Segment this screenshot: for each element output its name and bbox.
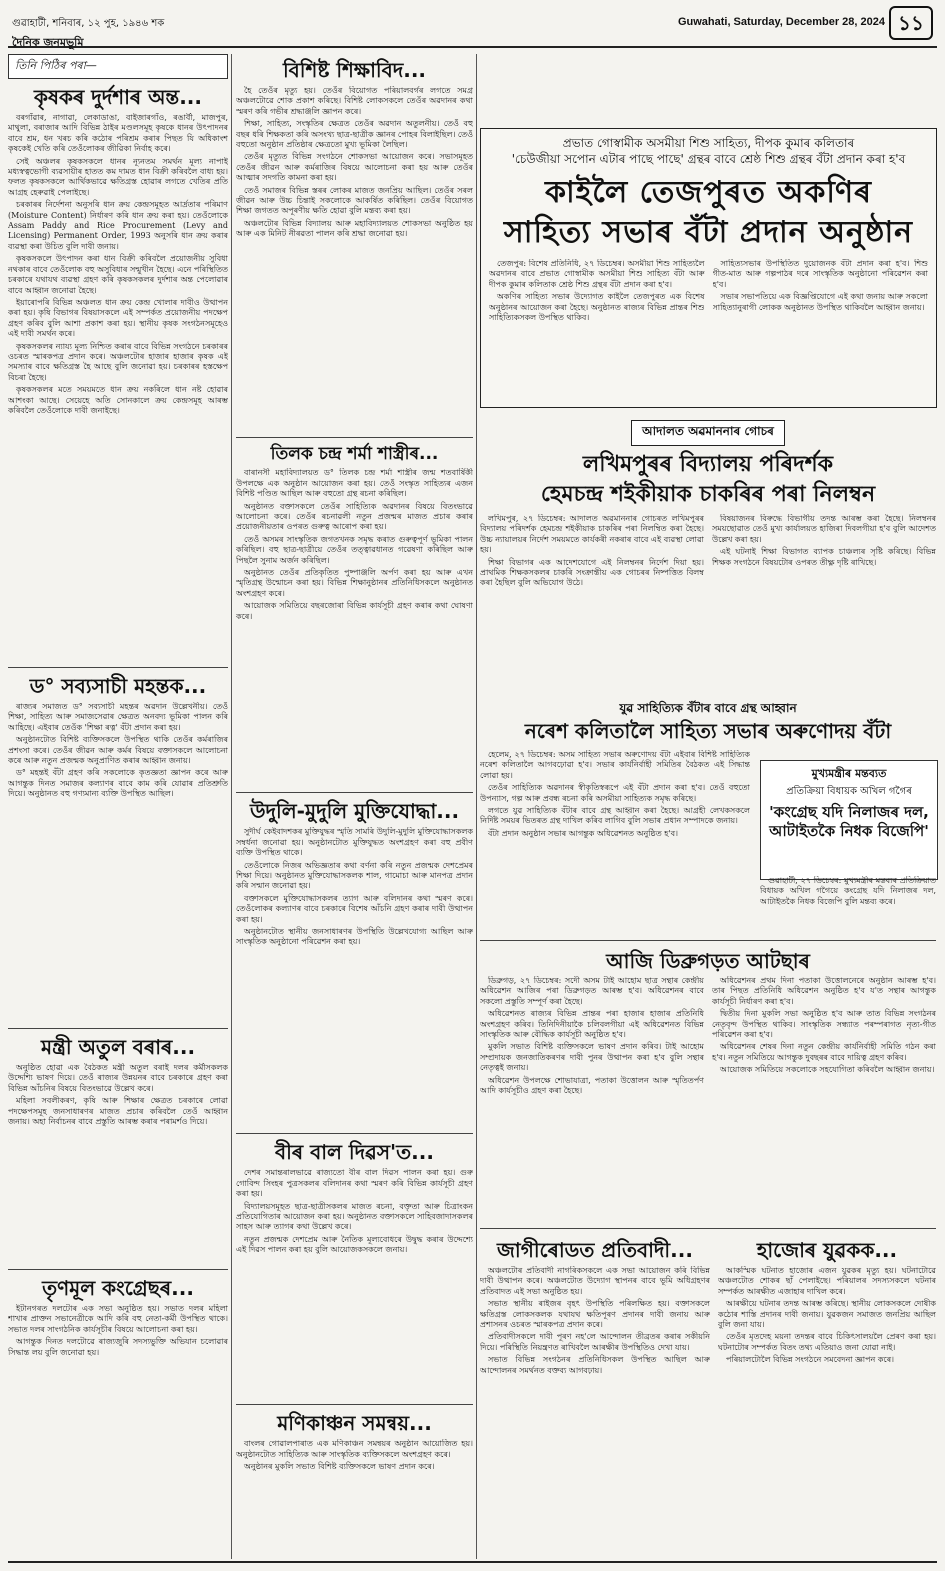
divider [8,667,228,668]
page-number: ১১ [889,6,933,40]
main-headline: কাইলৈ তেজপুৰত অকণিৰ [544,175,872,210]
story-title: তিলক চন্দ্ৰ শৰ্মা শাস্ত্ৰীৰ... [270,444,439,464]
story-body: হৈ তেওঁৰ মৃত্যু হয়। তেওঁৰ বিয়োগত পৰিয়ালবৰ্গৰ লগতে সমগ্ৰ অঞ্চলটোৱে শোক প্ৰকাশ কৰিছে। বিশিষ্ট লোকসকলে তেওঁৰ অৱদানৰ কথা স্মৰণ কৰি গভীৰ শ্ৰদ্ধাঞ্জলি জ্ঞাপন কৰে। শিক্ষা, সাহিত্য, সংস্কৃতিৰ ক্ষেত্ৰত তেওঁৰ অৱদান অতুলনীয়। তেওঁ বহু বছৰ ধৰি শিক্ষকতা কৰি অসংখ্য ছাত্ৰ-ছাত্ৰীক জ্ঞানৰ পোহৰ বিলাইছিল। তেওঁ বহুতো অনুষ্ঠান প্ৰতিষ্ঠাৰ ক্ষেত্ৰতো মুখ্য ভূমিকা লৈছিল। তেওঁৰ মৃত্যুত বিভিন্ন সংগঠনে শোকসভা আয়োজন কৰে। সভাসমূহত তেওঁৰ জীৱন আৰু কৰ্মৰাজিৰ বিষয়ে আলোচনা কৰা হয় আৰু তেওঁৰ আত্মাৰ সদগতি কামনা কৰা হয়। তেওঁ সমাজৰ বিভিন্ন স্তৰৰ লোকৰ মাজত জনপ্ৰিয় আছিল। তেওঁৰ সৰল জীৱন আৰু উচ্চ চিন্তাই সকলোকে আকৰ্ষিত কৰিছিল। তেওঁৰ বিয়োগত শিক্ষা জগতত অপূৰণীয় ক্ষতি হোৱা বুলি মন্তব্য কৰা হয়। অঞ্চলটোৰ বিভিন্ন বিদ্যালয় আৰু মহাবিদ্যালয়ত শোকসভা অনুষ্ঠিত হয় আৰু এক মিনিট নীৰৱতা পালন কৰি শ্ৰদ্ধা জনোৱা হয়। [236,86,473,239]
headline: লখিমপুৰৰ বিদ্যালয় পৰিদৰ্শক [582,452,834,477]
date-local: গুৱাহাটী, শনিবাৰ, ১২ পুহ, ১৯৪৬ শক [12,18,165,29]
divider [8,1028,228,1029]
story-body: দেশৰ সমান্তৰালভাৱে ৰাজ্যতো বীৰ বাল দিৱস পালন কৰা হয়। গুৰু গোবিন্দ সিংহৰ পুত্ৰসকলৰ বলিদানৰ কথা স্মৰণ কৰি বিভিন্ন কাৰ্যসূচী গ্ৰহণ কৰা হয়। বিদ্যালয়সমূহত ছাত্ৰ-ছাত্ৰীসকলৰ মাজত ৰচনা, বক্তৃতা আৰু চিত্ৰাংকন প্ৰতিযোগিতাৰ আয়োজন কৰা হয়। অনুষ্ঠানত বক্তাসকলে সাহিবজাদাসকলৰ সাহস আৰু ত্যাগৰ কথা উল্লেখ কৰে। নতুন প্ৰজন্মক দেশপ্ৰেম আৰু নৈতিক মূল্যবোধৰে উদ্বুদ্ধ কৰাৰ উদ্দেশ্যে এই দিৱস পালন কৰা হয় বুলি আয়োজকসকলে জনায়। [236,1168,473,1255]
box-line: মুখ্যমন্ত্ৰীৰ মন্তব্যত [811,767,887,780]
story-body: গুৱাহাটী, ২৭ ডিচেম্বৰ: মুখ্যমন্ত্ৰীৰ মন্তব্যৰ প্ৰতিক্ৰিয়াত বিধায়ক অখিল গগৈয়ে কংগ্ৰেছ যদি নিলাজৰ দল, আটাইতকৈ নিধক বিজেপি বুলি মন্তব্য কৰে। [760,876,936,906]
story-body: বৰগাঁৱাৰ, নাগাৱা, লেকাডাঙা, বাইজাৰগাঁও, ৰঙাৰ্বী, মাজপুৰ, মাথুলা, বৰাজাৰ আদি বিভিন্ন ঠাইৰ মণ্ডলসমূহ কৃষকে ধানৰ উৎপাদনৰ বাবে শ্ৰম, ধন খৰচ কৰি কঠোৰ পৰিশ্ৰম কৰাৰ পিছত যি অধিকাংশ কৃষকেই খেতি কৰি তেওঁলোকৰ জীৱিকা নিৰ্বাহ কৰে। সেই অঞ্চলৰ কৃষকসকলে ধানৰ ন্যূনতম সমৰ্থন মূল্য নাপাই মধ্যস্বত্বভোগী ব্যৱসায়ীৰ হাতত কম দামত ধান বিক্ৰী কৰিবলৈ বাধ্য হয়। ফলত কৃষকসকলে আৰ্থিকভাৱে ক্ষতিগ্ৰস্ত হোৱাৰ লগতে খেতিৰ প্ৰতি আগ্ৰহ হেৰুৱাই পেলাইছে। চৰকাৰৰ নিৰ্দেশনা অনুসৰি ধান ক্ৰয় কেন্দ্ৰসমূহত আৰ্দ্ৰতাৰ পৰিমাণ (Moisture Content) নিৰ্ধাৰণ কৰি ধান ক্ৰয় কৰা হয়। তেওঁলোকে Assam Paddy and Rice Procurement (Levy and Licensing) Permanent Order, 1993 অনুসৰি ধান ক্ৰয় কৰাৰ ব্যৱস্থা কৰা উচিত বুলি দাবী জনায়। কৃষকসকলে উৎপাদন কৰা ধান বিক্ৰী কৰিবলৈ প্ৰয়োজনীয় সুবিধা নথকাৰ বাবে তেওঁলোক বহু অসুবিধাৰ সন্মুখীন হৈছে। এনে পৰিস্থিতিত চৰকাৰে যথাযথ ব্যৱস্থা গ্ৰহণ কৰি কৃষকসকলৰ দুৰ্দশাৰ অন্ত পেলোৱাৰ বাবে আহ্বান জনোৱা হৈছে। ইয়াৰোপৰি বিভিন্ন অঞ্চলত ধান ক্ৰয় কেন্দ্ৰ খোলাৰ দাবীও উত্থাপন কৰা হয়। কৃষি বিভাগৰ বিষয়াসকলে এই সম্পৰ্কত প্ৰয়োজনীয় পদক্ষেপ গ্ৰহণ কৰিব বুলি আশা প্ৰকাশ কৰা হয়। স্থানীয় কৃষক সংগঠনসমূহেও এই দাবী সমৰ্থন কৰে। কৃষকসকলৰ ন্যায্য মূল্য নিশ্চিত কৰাৰ বাবে বিভিন্ন সংগঠনে চৰকাৰৰ ওচৰত স্মাৰকপত্ৰ প্ৰদান কৰে। অঞ্চলটোৰ হাজাৰ হাজাৰ কৃষক এই সমস্যাৰ বাবে ক্ষতিগ্ৰস্ত হৈ আছে বুলি জনোৱা হয়। চৰকাৰৰ হস্তক্ষেপ বিচৰা হৈছে। কৃষকসকলৰ মতে সময়মতে ধান ক্ৰয় নকৰিলে ধান নষ্ট হোৱাৰ আশংকা আছে। সেয়েহে অতি সোনকালে ক্ৰয় কেন্দ্ৰসমূহ আৰম্ভ কৰিবলৈ তেওঁলোকে দাবী জনাইছে। [8,113,228,415]
lead-line: যুৱ সাহিত্যিক বঁটাৰ বাবে গ্ৰন্থ আহ্বান [619,701,797,715]
column-middle [236,54,473,1559]
story-body: ৰাজ্যৰ সমাজত ড° সব্যসাচী মহন্তৰ অৱদান উল্লেখনীয়। তেওঁ শিক্ষা, সাহিত্য আৰু সমাজসেৱাৰ ক্ষেত্ৰত অনবদ্য ভূমিকা পালন কৰি আহিছে। এইবাৰ তেওঁক 'শিক্ষা ৰত্ন' বঁটা প্ৰদান কৰা হয়। অনুষ্ঠানটোত বিশিষ্ট ব্যক্তিসকলে উপস্থিত থাকি তেওঁৰ কৰ্মৰাজিৰ প্ৰশংসা কৰে। তেওঁৰ জীৱন আৰু কৰ্মৰ বিষয়ে বক্তাসকলে আলোচনা কৰে আৰু নতুন প্ৰজন্মক অনুপ্ৰাণিত কৰাৰ আহ্বান জনায়। ড° মহন্তই বঁটা গ্ৰহণ কৰি সকলোকে কৃতজ্ঞতা জ্ঞাপন কৰে আৰু আগন্তুক দিনত সমাজৰ কল্যাণৰ বাবে কাম কৰি যোৱাৰ প্ৰতিশ্ৰুতি দিয়ে। অনুষ্ঠানত বহু গণ্যমান্য ব্যক্তি উপস্থিত আছিল। [8,702,228,799]
divider [480,1228,936,1229]
story-body: সুদীৰ্ঘ কেইবাদশকৰ মুক্তিযুদ্ধৰ স্মৃতি সামৰি উদুলি-মুদুলি মুক্তিযোদ্ধাসকলক সম্বৰ্ধনা জনোৱা হয়। অনুষ্ঠানটোত মুক্তিযুদ্ধত অংশগ্ৰহণ কৰা বহু প্ৰবীণ ব্যক্তি উপস্থিত থাকে। তেওঁলোকে নিজৰ অভিজ্ঞতাৰ কথা বৰ্ণনা কৰি নতুন প্ৰজন্মক দেশপ্ৰেমৰ শিক্ষা দিয়ে। অনুষ্ঠানত মুক্তিযোদ্ধাসকলক শাল, গামোচা আৰু মানপত্ৰ প্ৰদান কৰি সন্মান জনোৱা হয়। বক্তাসকলে মুক্তিযোদ্ধাসকলৰ ত্যাগ আৰু বলিদানৰ কথা স্মৰণ কৰে। তেওঁলোকৰ কল্যাণৰ বাবে চৰকাৰে বিশেষ আঁচনি গ্ৰহণ কৰাৰ দাবী উত্থাপন কৰা হয়। অনুষ্ঠানটোত স্থানীয় জনসাধাৰণৰ উপস্থিতি উল্লেখযোগ্য আছিল আৰু সাংস্কৃতিক অনুষ্ঠানো পৰিৱেশন কৰা হয়। [236,827,473,947]
divider [236,437,473,438]
story-title: তৃণমূল কংগ্ৰেছৰ... [42,1276,194,1300]
divider [236,1133,473,1134]
main-headline: সাহিত্য সভাৰ বঁটা প্ৰদান অনুষ্ঠান [503,215,914,250]
story-title: বিশিষ্ট শিক্ষাবিদ... [282,58,427,82]
box-quote: 'কংগ্ৰেছ যদি নিলাজৰ দল, আটাইতকৈ নিধক বিজেপি' [769,803,929,840]
story-body: বিষয়াজনৰ বিৰুদ্ধে বিভাগীয় তদন্ত আৰম্ভ কৰা হৈছে। নিলম্বনৰ সময়ছোৱাত তেওঁ মুখ্য কাৰ্যালয়ত হাজিৰা দিবলগীয়া হ'ব বুলি আদেশত উল্লেখ কৰা হয়। এই ঘটনাই শিক্ষা বিভাগত ব্যাপক চাঞ্চল্যৰ সৃষ্টি কৰিছে। বিভিন্ন শিক্ষক সংগঠনে বিষয়টোৰ ওপৰত তীক্ষ্ণ দৃষ্টি ৰাখিছে। [712,514,936,567]
continued-kicker: তিনি পিঠিৰ পৰা— [8,54,228,79]
story-body: অঞ্চলটোৰ প্ৰতিবাদী নাগৰিকসকলে এক সভা আয়োজন কৰি বিভিন্ন দাবী উত্থাপন কৰে। অঞ্চলটোত উদ্যোগ স্থাপনৰ বাবে ভূমি অধিগ্ৰহণৰ প্ৰতিবাদত এই সভা অনুষ্ঠিত হয়। সভাত স্থানীয় ৰাইজৰ বৃহৎ উপস্থিতি পৰিলক্ষিত হয়। বক্তাসকলে ক্ষতিগ্ৰস্ত লোকসকলক যথাযথ ক্ষতিপূৰণ প্ৰদানৰ দাবী জনায় আৰু প্ৰশাসনৰ ওচৰত স্মাৰকপত্ৰ প্ৰদান কৰে। প্ৰতিবাদীসকলে দাবী পূৰণ নহ'লে আন্দোলন তীব্ৰতৰ কৰাৰ সকীয়নি দিয়ে। পৰিস্থিতি নিয়ন্ত্ৰণত ৰাখিবলৈ আৰক্ষীৰ উপস্থিতিও দেখা যায়। সভাত বিভিন্ন সংগঠনৰ প্ৰতিনিধিসকল উপস্থিত আছিল আৰু আন্দোলনৰ সমৰ্থনত বক্তব্য আগবঢ়ায়। [480,1266,710,1375]
story-title: হাজোৰ যুৱকক... [756,1238,898,1262]
divider [8,1269,228,1270]
cm-comment-box [760,760,938,880]
section-hajo [718,1234,936,1536]
column-divider [476,54,477,1559]
story-body: আকস্মিক ঘটনাত হাজোৰ এজন যুৱকৰ মৃত্যু হয়। ঘটনাটোৱে অঞ্চলটোত শোকৰ ছাঁ পেলাইছে। পৰিয়ালৰ সদস্যসকলে ঘটনাৰ সম্পৰ্কত আৰক্ষীত এজাহাৰ দাখিল কৰে। আৰক্ষীয়ে ঘটনাৰ তদন্ত আৰম্ভ কৰিছে। স্থানীয় লোকসকলে দোষীক কঠোৰ শাস্তি প্ৰদানৰ দাবী জনায়। যুৱকজন সমাজত জনপ্ৰিয় আছিল বুলি জনা যায়। তেওঁৰ মৃতদেহ ময়না তদন্তৰ বাবে চিকিৎসালয়লৈ প্ৰেৰণ কৰা হয়। ঘটনাটোৰ সম্পৰ্কত বিতং তথ্য এতিয়াও জনা যোৱা নাই। পৰিয়ালটোলৈ বিভিন্ন সংগঠনে সমবেদনা জ্ঞাপন কৰে। [718,1266,936,1365]
feature-box [480,128,937,408]
headline: নৰেশ কলিতালৈ সাহিত্য সভাৰ অৰুণোদয় বঁটা [524,719,892,743]
lead-line: 'চেউজীয়া সপোন এটাৰ পাছে পাছে' গ্ৰন্থৰ বাবে শ্ৰেষ্ঠ শিশু গ্ৰন্থৰ বঁটা প্ৰদান কৰা হ'ব [511,152,906,166]
date-english: Guwahati, Saturday, December 28, 2024 [677,16,885,28]
court-section [480,420,936,654]
section-atsa [480,946,936,1226]
story-title: মন্ত্ৰী অতুল বৰাৰ... [40,1035,196,1059]
headline: আজি ডিব্ৰুগড়ত আটছাৰ [606,949,810,973]
story-body: অনুষ্ঠিত হোৱা এক বৈঠকত মন্ত্ৰী অতুল বৰাই দলৰ কৰ্মীসকলক উদ্দেশ্যি ভাষণ দিয়ে। তেওঁ ৰাজ্যৰ উন্নয়নৰ বাবে চৰকাৰে গ্ৰহণ কৰা বিভিন্ন আঁচনিৰ বিষয়ে বিতংভাৱে উল্লেখ কৰে। মহিলা সবলীকৰণ, কৃষি আৰু শিক্ষাৰ ক্ষেত্ৰত চৰকাৰে লোৱা পদক্ষেপসমূহ জনসাধাৰণৰ মাজত প্ৰচাৰ কৰিবলৈ তেওঁ আহ্বান জনায়। অহা নিৰ্বাচনৰ বাবে প্ৰস্তুতি আৰম্ভ কৰাৰ পৰামৰ্শও দিয়ে। [8,1063,228,1127]
story-body: বাংলৰ গোৱালপাৰাত এক মণিকাঞ্চন সমন্বয়ৰ অনুষ্ঠান আয়োজিত হয়। অনুষ্ঠানটোত সাহিত্যিক আৰু সাংস্কৃতিক ব্যক্তিসকলে অংশগ্ৰহণ কৰে। অনুষ্ঠানৰ মুকলি সভাত বিশিষ্ট ব্যক্তিসকলে ভাষণ প্ৰদান কৰে। [236,1439,473,1472]
story-title: জাগীৰোডত প্ৰতিবাদী... [497,1238,693,1262]
divider [480,940,936,941]
story-body: সাহিত্যসভাৰ উপস্থিতিত দুয়োজনক বঁটা প্ৰদান কৰা হ'ব। শিশু গীত-মাত আৰু গল্পপাঠৰ দৰে সাংস্কৃতিক অনুষ্ঠানো পৰিৱেশন কৰা হ'ব। সভাৰ সভাপতিয়ে এক বিজ্ঞপ্তিযোগে এই কথা জনায় আৰু সকলো সাহিত্যানুৰাগী লোকক অনুষ্ঠানত উপস্থিত থাকিবলৈ আহ্বান জনায়। [712,259,928,312]
divider [236,1404,473,1405]
lead-line: প্ৰভাত গোস্বামীক অসমীয়া শিশু সাহিত্য, দীপক কুমাৰ কলিতাৰ [562,136,855,150]
story-body: তেজপুৰ: বিশেষ প্ৰতিনিধি, ২৭ ডিচেম্বৰ। অসমীয়া শিশু সাহিত্যলৈ অৱদানৰ বাবে প্ৰভাত গোস্বামীক অসমীয়া শিশু সাহিত্য বঁটা আৰু দীপক কুমাৰ কলিতাক শ্ৰেষ্ঠ শিশু গ্ৰন্থৰ বঁটা প্ৰদান কৰা হ'ব। অকণিৰ সাহিত্য সভাৰ উদ্যোগত কাইলৈ তেজপুৰত এক বিশেষ অনুষ্ঠানৰ আয়োজন কৰা হৈছে। অনুষ্ঠানত ৰাজ্যৰ বিভিন্ন প্ৰান্তৰ শিশু সাহিত্যিকসকল উপস্থিত থাকিব। [489,259,705,323]
story-title: উদুলি-মুদুলি মুক্তিযোদ্ধা... [249,799,460,824]
story-title: কৃষকৰ দুৰ্দশাৰ অন্ত... [33,85,202,109]
section-jagiroad [480,1234,710,1536]
masthead [8,6,937,48]
story-body: লখিমপুৰ, ২৭ ডিচেম্বৰ: আদালত অৱমাননাৰ গোচৰত লখিমপুৰৰ বিদ্যালয় পৰিদৰ্শক হেমচন্দ্ৰ শইকীয়াক চাকৰিৰ পৰা নিলম্বিত কৰা হৈছে। উচ্চ ন্যায়ালয়ৰ নিৰ্দেশ সময়মতে কাৰ্যকৰী নকৰাৰ বাবে এই ব্যৱস্থা লোৱা হয়। শিক্ষা বিভাগৰ এক আদেশযোগে এই নিলম্বনৰ নিৰ্দেশ দিয়া হয়। প্ৰাথমিক শিক্ষকসকলৰ চাকৰি সংক্ৰান্তীয় এক গোচৰৰ নিষ্পত্তিত বিলম্ব কৰা হৈছিল বুলি অভিযোগ উঠে। [480,514,704,588]
story-title: ড° সব্যসাচী মহন্তক... [29,674,207,698]
story-body: বাৰানসী মহাবিদ্যালয়ত ড° তিলক চন্দ্ৰ শৰ্মা শাস্ত্ৰীৰ জন্ম শতবাৰ্ষিকী উপলক্ষে এক অনুষ্ঠান আয়োজন কৰা হয়। তেওঁ সংস্কৃত সাহিত্যৰ এজন বিশিষ্ট পণ্ডিত আছিল আৰু বহুতো গ্ৰন্থ ৰচনা কৰিছিল। অনুষ্ঠানত বক্তাসকলে তেওঁৰ সাহিত্যিক অৱদানৰ বিষয়ে বিতংভাৱে আলোচনা কৰে। তেওঁৰ ৰচনাৱলী নতুন প্ৰজন্মৰ মাজত প্ৰচাৰ কৰাৰ প্ৰয়োজনীয়তাৰ ওপৰত গুৰুত্ব আৰোপ কৰা হয়। তেওঁ অসমৰ সাংস্কৃতিক জগতখনক সমৃদ্ধ কৰাত গুৰুত্বপূৰ্ণ ভূমিকা পালন কৰিছিল। বহু ছাত্ৰ-ছাত্ৰীয়ে তেওঁৰ তত্ত্বাৱধানত গৱেষণা কৰিছিল আৰু পিছলৈ সুনাম অৰ্জন কৰিছিল। অনুষ্ঠানত তেওঁৰ প্ৰতিকৃতিত পুষ্পাঞ্জলি অৰ্পণ কৰা হয় আৰু এখন স্মৃতিগ্ৰন্থ উন্মোচন কৰা হয়। বিভিন্ন শিক্ষানুষ্ঠানৰ প্ৰতিনিধিসকলে অনুষ্ঠানত অংশগ্ৰহণ কৰে। আয়োজক সমিতিয়ে বছৰজোৰা বিভিন্ন কাৰ্যসূচী গ্ৰহণ কৰাৰ কথা ঘোষণা কৰে। [236,468,473,621]
column-divider [231,54,232,1559]
story-body: ইটানগৰত দলটোৰ এক সভা অনুষ্ঠিত হয়। সভাত দলৰ মহিলা শাখাৰ প্ৰাক্তন সভানেত্ৰীকে আদি কৰি বহু নেতা-কৰ্মী উপস্থিত থাকে। সভাত দলৰ সাংগঠনিক কাৰ্যসূচীৰ বিষয়ে আলোচনা কৰা হয়। আগন্তুক দিনত দলটোৱে ৰাজ্যজুৰি সদস্যভুক্তি অভিযান চলোৱাৰ সিদ্ধান্ত লয় বুলি জনোৱা হয়। [8,1304,228,1357]
court-tag: আদালত অৱমাননাৰ গোচৰ [631,420,785,446]
bottom-rule [8,1561,937,1563]
headline: হেমচন্দ্ৰ শইকীয়াক চাকৰিৰ পৰা নিলম্বন [540,482,876,507]
column-left [8,54,228,1559]
story-body: ডিব্ৰুগড়, ২৭ ডিচেম্বৰ: সদৌ অসম টাই আহোম ছাত্ৰ সন্থাৰ কেন্দ্ৰীয় অধিৱেশন আজিৰ পৰা ডিব্ৰুগড়ত আৰম্ভ হ'ব। অধিৱেশনৰ বাবে সকলো প্ৰস্তুতি সম্পূৰ্ণ কৰা হৈছে। অধিৱেশনত ৰাজ্যৰ বিভিন্ন প্ৰান্তৰ পৰা হাজাৰ হাজাৰ প্ৰতিনিধি অংশগ্ৰহণ কৰিব। তিনিদিনীয়াকৈ চলিবলগীয়া এই অধিৱেশনত বিভিন্ন সাংস্কৃতিক আৰু বৌদ্ধিক কাৰ্যসূচী অনুষ্ঠিত হ'ব। মুকলি সভাত বিশিষ্ট ব্যক্তিসকলে ভাষণ প্ৰদান কৰিব। টাই আহোম সম্প্ৰদায়ক জনজাতিকৰণৰ দাবী পুনৰ উত্থাপন কৰা হ'ব বুলি সন্থাৰ নেতৃত্বই জনায়। অধিৱেশন উপলক্ষে শোভাযাত্ৰা, পতাকা উত্তোলন আৰু স্মৃতিতৰ্পণ আদি কাৰ্যসূচীও গ্ৰহণ কৰা হৈছে। [480,976,704,1096]
story-body: হেলেম, ২৭ ডিচেম্বৰ: অসম সাহিত্য সভাৰ অৰুণোদয় বঁটা এইবাৰ বিশিষ্ট সাহিত্যিক নৰেশ কলিতালৈ আগবঢ়োৱা হ'ব। সভাৰ কাৰ্যনিৰ্বাহী সমিতিৰ বৈঠকত এই সিদ্ধান্ত লোৱা হয়। তেওঁৰ সাহিত্যিক অৱদানৰ স্বীকৃতিস্বৰূপে এই বঁটা প্ৰদান কৰা হ'ব। তেওঁ বহুতো উপন্যাস, গল্প আৰু প্ৰবন্ধ ৰচনা কৰি অসমীয়া সাহিত্যক সমৃদ্ধ কৰিছে। লগতে যুৱ সাহিত্যিক বঁটাৰ বাবে গ্ৰন্থ আহ্বান কৰা হৈছে। আগ্ৰহী লেখকসকলে নিৰ্দিষ্ট সময়ৰ ভিতৰত গ্ৰন্থ দাখিল কৰিব লাগিব বুলি সভাৰ প্ৰধান সম্পাদকে জনায়। বঁটা প্ৰদান অনুষ্ঠান সভাৰ আগন্তুক অধিৱেশনত অনুষ্ঠিত হ'ব। [480,750,750,838]
story-title: মণিকাঞ্চন সমন্বয়... [277,1411,432,1436]
paper-name: দৈনিক জনমভূমি [12,36,84,49]
story-title: বীৰ বাল দিৱস'ত... [275,1140,434,1165]
divider [236,792,473,793]
box-line: প্ৰতিক্ৰিয়া বিধায়ক অখিল গগৈৰ [786,786,912,797]
story-body: অধিৱেশনৰ প্ৰথম দিনা পতাকা উত্তোলনেৰে অনুষ্ঠান আৰম্ভ হ'ব। তাৰ পিছত প্ৰতিনিধি অধিৱেশন অনুষ্ঠিত হ'ব য'ত সন্থাৰ আগন্তুক কাৰ্যসূচী নিৰ্ধাৰণ কৰা হ'ব। দ্বিতীয় দিনা মুকলি সভা অনুষ্ঠিত হ'ব আৰু তাত বিভিন্ন সংগঠনৰ নেতৃবৃন্দ উপস্থিত থাকিব। সাংস্কৃতিক সন্ধ্যাত পৰম্পৰাগত নৃত্য-গীত পৰিৱেশন কৰা হ'ব। অধিৱেশনৰ শেষৰ দিনা নতুন কেন্দ্ৰীয় কাৰ্যনিৰ্বাহী সমিতি গঠন কৰা হ'ব। নতুন সমিতিয়ে আগন্তুক দুবছৰৰ বাবে দায়িত্ব গ্ৰহণ কৰিব। আয়োজক সমিতিয়ে সকলোকে সহযোগিতা কৰিবলৈ আহ্বান জনায়। [712,976,936,1075]
